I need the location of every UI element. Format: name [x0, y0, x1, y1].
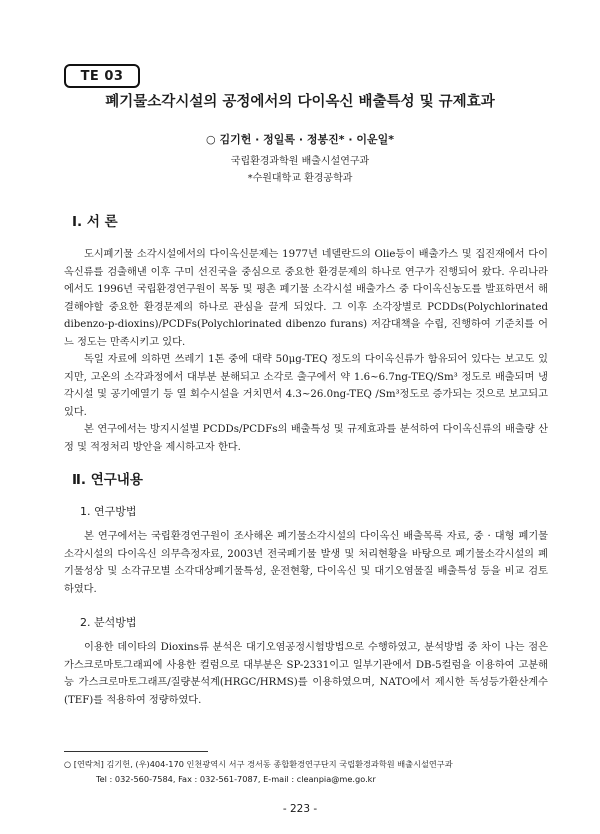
- paper-title: 폐기물소각시설의 공정에서의 다이옥신 배출특성 및 규제효과: [105, 94, 495, 110]
- section-heading-research: Ⅱ. 연구내용: [72, 472, 143, 488]
- footnote-phone-email: Tel : 032-560-7584, Fax : 032-561-7087, E-mail : cleanpia@me.go.kr: [96, 774, 376, 784]
- footnote-contact: ○ [연락처] 김기헌, (우)404-170 인천광역시 서구 경서동 종합환경연구단지 국립환경과학원 배출시설연구과: [64, 759, 453, 769]
- author-list: ○ 김기헌 · 정일록 · 정봉진* · 이운일*: [206, 133, 394, 146]
- introduction-body: [64, 246, 548, 456]
- intro-paragraph-1: 도시폐기물 소각시설에서의 다이옥신문제는 1977년 네델란드의 Olie등이 배출가스 및 집진재에서 다이옥신류를 검출해낸 이후 구미 선진국을 중심으로 중요한 환경문제의 하나로 연구가 진행되어 왔다. 우리나라에서도 1996년 국립환경연구원이 목동 및 평촌 폐기물 소각시설 배출가스 중 다이옥신농도를 발표하면서 해결해야할 중요한 환경문제의 하나로 관심을 끌게 되었다. 그 이후 소각장별로 PCDDs(Polychlorinated dibenzo-p-dioxins)/PCDFs(Polychlorinated dibenzo furans) 저감대책을 수립, 진행하여 기준치를 어느 정도는 만족시키고 있다.: [64, 249, 548, 348]
- method-body: [64, 528, 548, 598]
- page-number: - 223 -: [282, 803, 318, 815]
- paper-code-badge: TE 03: [64, 64, 140, 88]
- analysis-body: [64, 639, 548, 709]
- section-heading-introduction: Ⅰ. 서 론: [72, 214, 118, 230]
- analysis-paragraph: 이용한 데이타의 Dioxins류 분석은 대기오염공정시험방법으로 수행하였고, 분석방법 중 차이 나는 점은 가스크로마토그래피에 사용한 컬럼으로 대부분은 SP-2331이고 일부기관에서 DB-5컬럼을 이용하여 고분해능 가스크로마토그래프/질량분석계(HRGC/HRMS)를 이용하였으며, NATO에서 제시한 독성등가환산계수(TEF)를 적용하여 정량하였다.: [64, 642, 548, 706]
- intro-paragraph-2: 독일 자료에 의하면 쓰레기 1톤 중에 대략 50μg-TEQ 정도의 다이옥신류가 함유되어 있다는 보고도 있지만, 고온의 소각과정에서 대부분 분해되고 소각로 출구에서 약 1.6~6.7ng-TEQ/Sm³ 정도로 배출되며 냉각시설 및 공기예열기 등 열 회수시설을 거치면서 4.3~26.0ng-TEQ /Sm³정도로 증가되는 것으로 보고되고 있다.: [64, 354, 548, 418]
- method-paragraph: 본 연구에서는 국립환경연구원이 조사해온 폐기물소각시설의 다이옥신 배출목록 자료, 중 · 대형 폐기물소각시설의 다이옥신 의무측정자료, 2003년 전국폐기물 발생 및 처리현황을 바탕으로 폐기물소각시설의 폐기물성상 및 소각규모별 소각대상폐기물특성, 운전현황, 다이옥신 및 대기오염물질 배출특성 등을 비교 검토하였다.: [64, 531, 548, 595]
- affiliation-primary: 국립환경과학원 배출시설연구과: [230, 156, 370, 167]
- footnote-divider: [64, 751, 208, 752]
- subsection-heading-method: 1. 연구방법: [80, 505, 137, 518]
- affiliation-secondary: *수원대학교 환경공학과: [247, 173, 353, 184]
- subsection-heading-analysis: 2. 분석방법: [80, 616, 137, 629]
- intro-paragraph-3: 본 연구에서는 방지시설별 PCDDs/PCDFs의 배출특성 및 규제효과를 분석하여 다이옥신류의 배출량 산정 및 적정처리 방안을 제시하고자 한다.: [64, 424, 548, 453]
